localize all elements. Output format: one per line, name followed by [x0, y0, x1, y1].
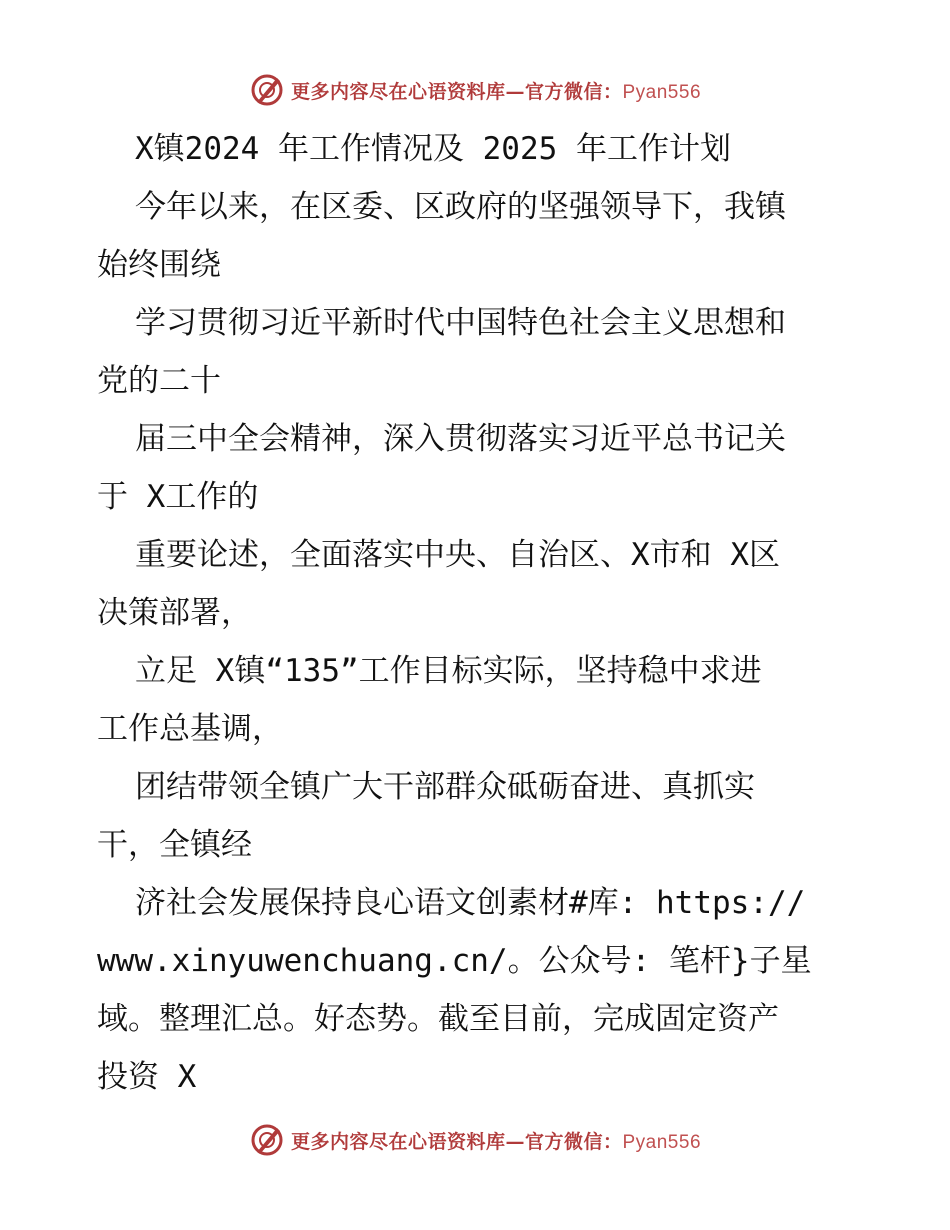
- paragraph-line: 今年以来，在区委、区政府的坚强领导下，我镇: [135, 189, 786, 225]
- footer-banner: [0, 1120, 950, 1160]
- paragraph-line: 工作总基调，: [97, 711, 283, 747]
- brand-logo-icon: [249, 72, 285, 108]
- header-banner: [0, 70, 950, 110]
- paragraph-line: 于 X工作的: [97, 479, 259, 515]
- brand-logo-icon: [249, 1122, 285, 1158]
- footer-banner-inner: [249, 1122, 701, 1158]
- paragraph-line: 域。整理汇总。好态势。截至目前，完成固定资产: [97, 1001, 779, 1037]
- paragraph-line: 投资 X: [97, 1059, 197, 1095]
- header-banner-wechat: Pyan556: [622, 81, 702, 103]
- paragraph-line: 济社会发展保持良心语文创素材#库: https://: [135, 885, 806, 921]
- paragraph-line: 决策部署，: [97, 595, 252, 631]
- footer-banner-text: [291, 1127, 701, 1154]
- footer-banner-label: 更多内容尽在心语资料库—官方微信：: [290, 1130, 623, 1153]
- header-banner-label: 更多内容尽在心语资料库—官方微信：: [290, 80, 623, 103]
- paragraph-line: www.xinyuwenchuang.cn/。公众号: 笔杆}子星: [97, 943, 812, 979]
- header-banner-text: [291, 77, 701, 104]
- paragraph-line: 始终围绕: [97, 247, 221, 283]
- paragraph-line: 党的二十: [97, 363, 221, 399]
- header-banner-inner: [249, 72, 701, 108]
- paragraph-line: 干，全镇经: [97, 827, 252, 863]
- paragraph-line: 立足 X镇“135”工作目标实际，坚持稳中求进: [135, 653, 762, 689]
- paragraph-line: 团结带领全镇广大干部群众砥砺奋进、真抓实: [135, 769, 755, 805]
- paragraph-line: 学习贯彻习近平新时代中国特色社会主义思想和: [135, 305, 786, 341]
- paragraph-line: 重要论述，全面落实中央、自治区、X市和 X区: [135, 537, 780, 573]
- document-title: X镇2024 年工作情况及 2025 年工作计划: [135, 131, 731, 167]
- paragraph-line: 届三中全会精神，深入贯彻落实习近平总书记关: [135, 421, 786, 457]
- footer-banner-wechat: Pyan556: [622, 1131, 702, 1153]
